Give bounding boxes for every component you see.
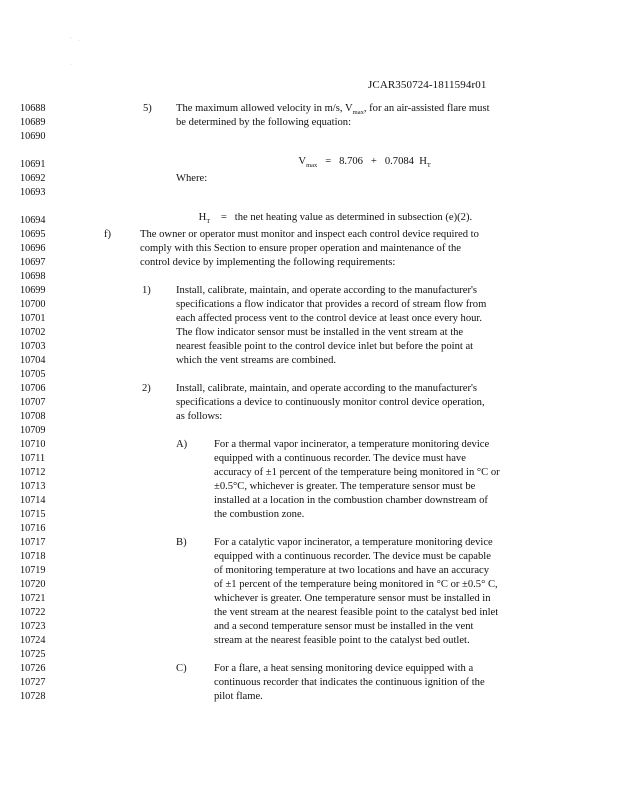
paragraph-line: control device by implementing the following requirements: [140,257,396,268]
line-number: 10699 [20,285,46,296]
line-number: 10709 [20,425,46,436]
line-number: 10716 [20,523,46,534]
paragraph-line: each affected process vent to the control device at least once every hour. [176,313,483,324]
line-number: 10688 [20,103,46,114]
paragraph-line: Install, calibrate, maintain, and operate according to the manufacturer's [176,285,478,296]
paragraph-line: installed at a location in the combustion chamber downstream of [214,495,488,506]
line-number: 10689 [20,117,46,128]
line-number: 10694 [20,215,46,226]
paragraph-line: as follows: [176,411,223,422]
section-marker: 5) [143,103,152,114]
paragraph-line: For a catalytic vapor incinerator, a temperature monitoring device [214,537,493,548]
line-number: 10708 [20,411,46,422]
line-number: 10726 [20,663,46,674]
line-number: 10718 [20,551,46,562]
paragraph-line: continuous recorder that indicates the continuous ignition of the [214,677,485,688]
paragraph-line: which the vent streams are combined. [176,355,337,366]
line-number: 10727 [20,677,46,688]
line-number: 10704 [20,355,46,366]
line-number: 10714 [20,495,46,506]
subitem-marker: B) [176,537,187,548]
line-number: 10691 [20,159,46,170]
paragraph-line: For a flare, a heat sensing monitoring device equipped with a [214,663,474,674]
paragraph-line: the combustion zone. [214,509,305,520]
subscript: max [306,162,318,170]
subscript: T [426,162,431,170]
subitem-marker: C) [176,663,187,674]
subscript: T [206,218,211,226]
line-number: 10701 [20,313,46,324]
paragraph-line: accuracy of ±1 percent of the temperature being monitored in °C or [214,467,500,478]
subscript: max [352,109,364,117]
section-5-line [176,103,490,116]
paragraph-line: The owner or operator must monitor and inspect each control device required to [140,229,479,240]
text-run: , for an air-assisted flare must [363,103,490,114]
line-number: 10721 [20,593,46,604]
line-number: 10700 [20,299,46,310]
paragraph-line: of ±1 percent of the temperature being monitored in °C or ±0.5° C, [214,579,498,590]
line-number: 10695 [20,229,46,240]
line-number: 10703 [20,341,46,352]
paragraph-line: specifications a device to continuously monitor control device operation, [176,397,485,408]
section-5-line: be determined by the following equation: [176,117,352,128]
document-id: JCAR350724-1811594r01 [368,79,487,91]
paragraph-line: The flow indicator sensor must be installed in the vent stream at the [176,327,464,338]
equation [288,145,431,180]
equation-rhs: = 8.706 + 0.7084 H [325,156,427,167]
paragraph-line: pilot flame. [214,691,263,702]
subitem-marker: A) [176,439,188,450]
line-number: 10710 [20,439,46,450]
scan-mark: · [70,36,72,42]
line-number: 10720 [20,579,46,590]
paragraph-line: whichever is greater. One temperature sensor must be installed in [214,593,491,604]
text-run: The maximum allowed velocity in m/s, V [176,103,353,114]
paragraph-line: equipped with a continuous recorder. The device must have [214,453,466,464]
item-marker: 2) [142,383,151,394]
line-number: 10724 [20,635,46,646]
line-number: 10719 [20,565,46,576]
paragraph-line: of monitoring temperature at two locations and have an accuracy [214,565,490,576]
line-number: 10698 [20,271,46,282]
line-number: 10696 [20,243,46,254]
paragraph-line: equipped with a continuous recorder. The device must be capable [214,551,491,562]
line-number: 10713 [20,481,46,492]
line-number: 10717 [20,537,46,548]
equation-symbol: V [298,156,307,167]
line-number: 10728 [20,691,46,702]
line-number: 10715 [20,509,46,520]
paragraph-line: For a thermal vapor incinerator, a temperature monitoring device [214,439,490,450]
line-number: 10725 [20,649,46,660]
paragraph-line: comply with this Section to ensure proper operation and maintenance of the [140,243,461,254]
paragraph-line: and a second temperature sensor must be installed in the vent [214,621,474,632]
line-number: 10690 [20,131,46,142]
line-number: 10702 [20,327,46,338]
paragraph-line: the vent stream at the nearest feasible point to the catalyst bed inlet [214,607,499,618]
line-number: 10693 [20,187,46,198]
section-marker: f) [104,229,112,240]
paragraph-line: specifications a flow indicator that provides a record of stream flow from [176,299,487,310]
paragraph-line: Install, calibrate, maintain, and operate according to the manufacturer's [176,383,478,394]
line-number: 10722 [20,607,46,618]
line-number: 10692 [20,173,46,184]
line-number: 10705 [20,369,46,380]
scan-mark: · [70,62,72,68]
line-number: 10707 [20,397,46,408]
paragraph-line: nearest feasible point to the control device inlet but before the point at [176,341,474,352]
where-label: Where: [176,173,208,184]
item-marker: 1) [142,285,151,296]
line-number: 10723 [20,621,46,632]
line-number: 10706 [20,383,46,394]
definition-text: = the net heating value as determined in subsection (e)(2). [220,212,473,223]
line-number: 10697 [20,257,46,268]
line-number: 10711 [20,453,46,464]
paragraph-line: stream at the nearest feasible point to the catalyst bed outlet. [214,635,470,646]
line-number: 10712 [20,467,46,478]
scan-mark: · [78,38,80,44]
equation-symbol: H [198,212,207,223]
paragraph-line: ±0.5°C, whichever is greater. The temperature sensor must be [214,481,476,492]
